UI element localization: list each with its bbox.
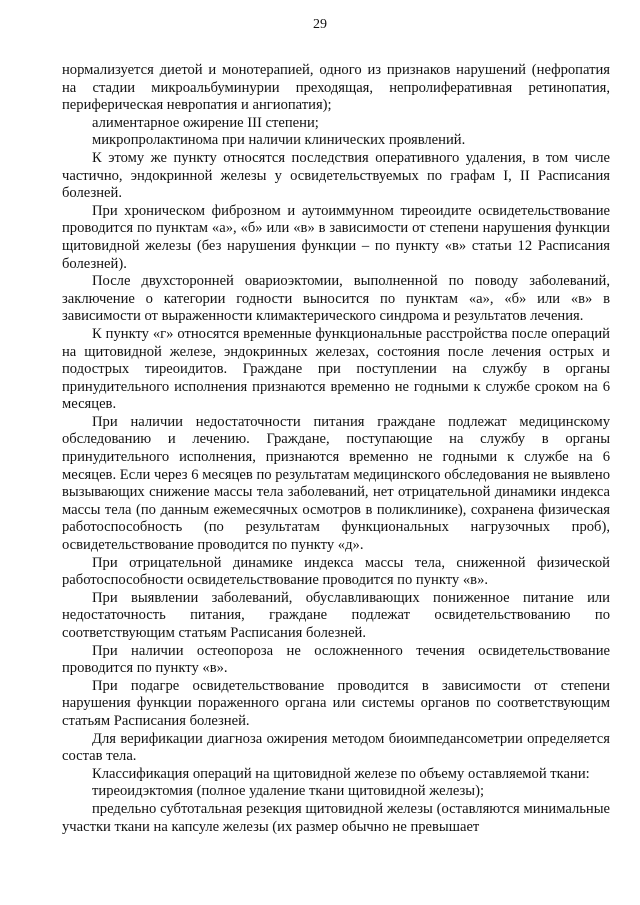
document-body [62, 62, 610, 836]
paragraph: нормализуется диетой и монотерапией, одного из признаков нарушений (нефропатия на стадии микроальбуминурии преходящая, непролиферативная ретинопатия, периферическая невропатия и ангиопатия); [62, 62, 610, 114]
paragraph: Классификация операций на щитовидной железе по объему оставляемой ткани: [92, 765, 590, 782]
paragraph: Для верификации диагноза ожирения методом биоимпедансометрии определяется состав тела. [62, 730, 610, 765]
paragraph: К пункту «г» относятся временные функциональные расстройства после операций на щитовидной железе, эндокринных железах, состояния после лечения острых и подострых тиреоидитов. Граждане при поступлении на службу в органы принудительного исполнения признаются временно не годными к службе сроком на 6 месяцев. [62, 325, 610, 413]
paragraph: При подагре освидетельствование проводится в зависимости от степени нарушения функции пораженного органа или системы органов по соответствующим статьям Расписания болезней. [62, 677, 610, 729]
paragraph: При хроническом фиброзном и аутоиммунном тиреоидите освидетельствование проводится по пунктам «а», «б» или «в» в зависимости от степени нарушения функции щитовидной железы (без нарушения функции – по пункту «в» статьи 12 Расписания болезней). [62, 202, 610, 272]
paragraph: предельно субтотальная резекция щитовидной железы (оставляются минимальные участки ткани на капсуле железы (их размер обычно не превышает [62, 800, 610, 835]
paragraph: После двухсторонней овариоэктомии, выполненной по поводу заболеваний, заключение о категории годности выносится по пунктам «а», «б» или «в» в зависимости от выраженности климактерического синдрома и результатов лечения. [62, 273, 610, 325]
page-number: 29 [313, 17, 327, 32]
paragraph: алиментарное ожирение III степени; [92, 114, 319, 131]
paragraph: При отрицательной динамике индекса массы тела, сниженной физической работоспособности освидетельствование проводится по пункту «в». [62, 554, 610, 589]
paragraph: При наличии недостаточности питания граждане подлежат медицинскому обследованию и лечению. Граждане, поступающие на службу в органы принудительного исполнения, признаются временно не годными к службе на 6 месяцев. Если через 6 месяцев по результатам медицинского обследования не выявлено вызывающих снижение массы тела заболеваний, нет отрицательной динамики индекса массы тела (по данным ежемесячных осмотров в поликлинике), сохранена физическая работоспособность (по результатам функциональных нагрузочных проб), освидетельствование проводится по пункту «д». [62, 413, 610, 554]
paragraph: микропролактинома при наличии клинических проявлений. [92, 132, 466, 149]
paragraph: К этому же пункту относятся последствия оперативного удаления, в том числе частично, эндокринной железы у освидетельствуемых по графам I, II Расписания болезней. [62, 149, 610, 202]
paragraph: тиреоидэктомия (полное удаление ткани щитовидной железы); [92, 783, 485, 800]
paragraph: При наличии остеопороза не осложненного течения освидетельствование проводится по пункту «в». [62, 642, 610, 677]
paragraph: При выявлении заболеваний, обуславливающих пониженное питание или недостаточность питания, граждане подлежат освидетельствованию по соответствующим статьям Расписания болезней. [62, 589, 610, 641]
